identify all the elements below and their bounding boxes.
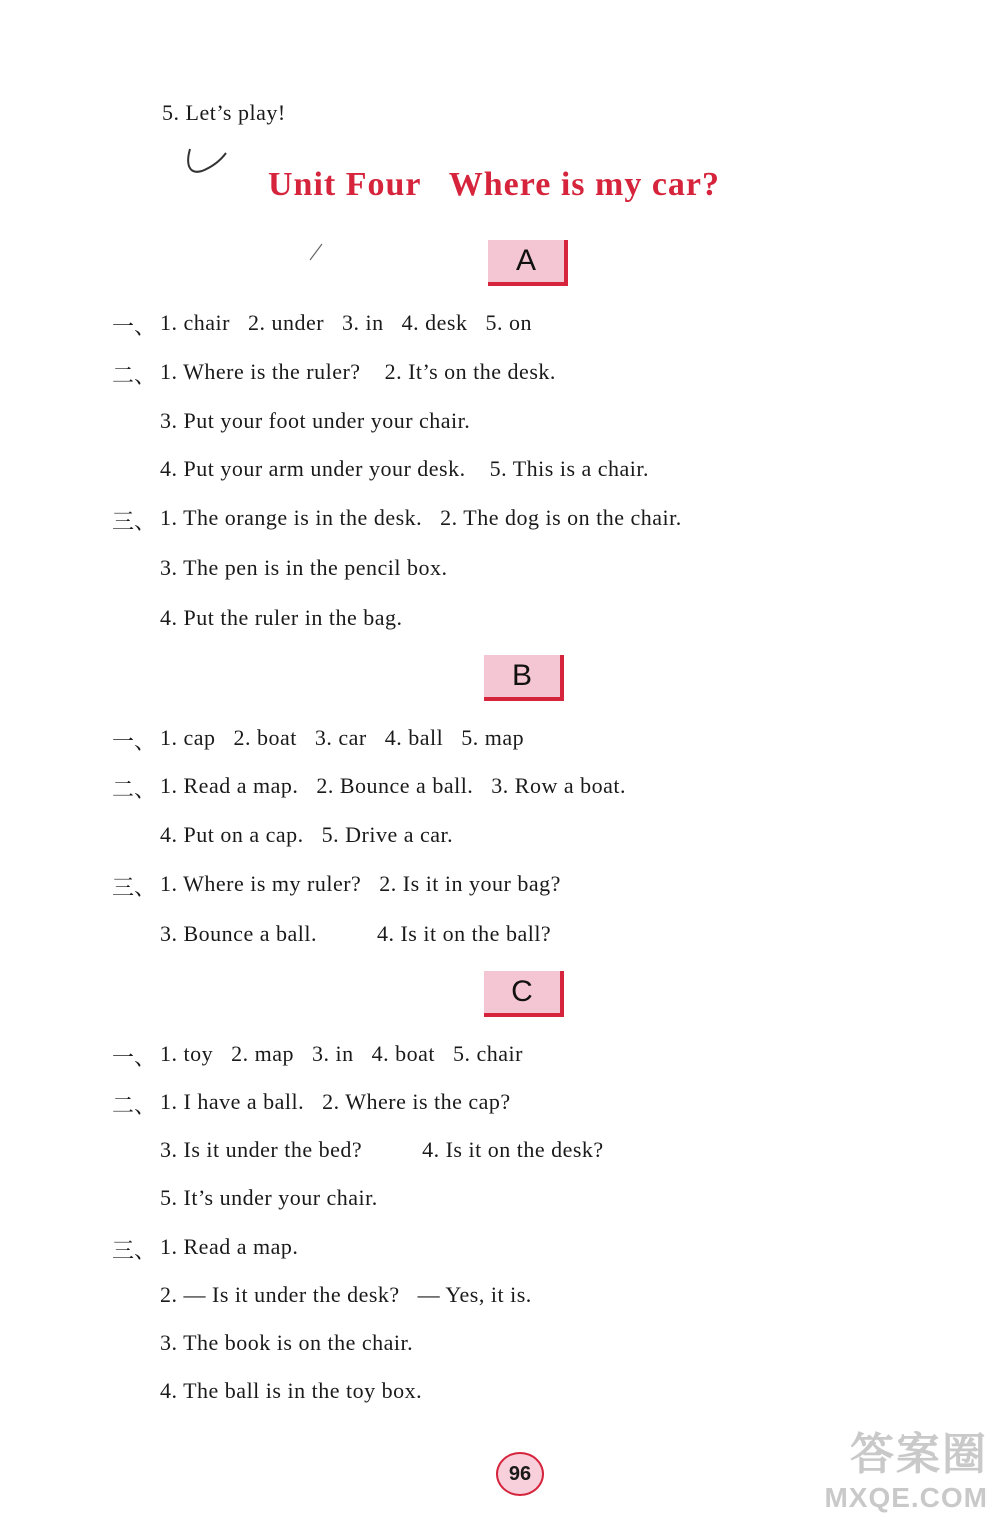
question-marker: 二、 bbox=[112, 1094, 157, 1119]
answer-line: 1. Read a map. 2. Bounce a ball. 3. Row a boat. bbox=[160, 773, 627, 798]
question-marker: 一、 bbox=[112, 730, 157, 755]
site-watermark: 答案圈 MXQE.COM bbox=[824, 1430, 988, 1513]
question-marker: 三、 bbox=[112, 510, 157, 535]
answer-line: 2. — Is it under the desk? — Yes, it is. bbox=[160, 1282, 532, 1307]
answer-line: 4. Put the ruler in the bag. bbox=[160, 605, 403, 630]
answer-line: 1. The orange is in the desk. 2. The dog is on the chair. bbox=[160, 505, 682, 530]
answer-line: 4. Put on a cap. 5. Drive a car. bbox=[160, 822, 454, 847]
answer-line: 1. toy 2. map 3. in 4. boat 5. chair bbox=[160, 1041, 523, 1066]
question-marker: 一、 bbox=[112, 315, 157, 340]
answer-line: 1. Where is my ruler? 2. Is it in your bag? bbox=[160, 871, 561, 896]
answer-line: 4. Put your arm under your desk. 5. This is a chair. bbox=[160, 456, 650, 481]
top-line: 5. Let’s play! bbox=[162, 100, 286, 125]
answer-line: 3. Bounce a ball. 4. Is it on the ball? bbox=[160, 921, 552, 946]
answer-line: 4. The ball is in the toy box. bbox=[160, 1378, 423, 1403]
page-number: 96 bbox=[496, 1452, 544, 1496]
section-a-header: A bbox=[488, 240, 568, 286]
handwritten-check-mark bbox=[180, 145, 240, 185]
question-marker: 二、 bbox=[112, 778, 157, 803]
answer-line: 1. Where is the ruler? 2. It’s on the desk. bbox=[160, 359, 556, 384]
answer-line: 1. Read a map. bbox=[160, 1234, 299, 1259]
answer-line: 3. Put your foot under your chair. bbox=[160, 408, 471, 433]
answer-line: 1. I have a ball. 2. Where is the cap? bbox=[160, 1089, 511, 1114]
section-c-header: C bbox=[484, 971, 564, 1017]
question-marker: 二、 bbox=[112, 364, 157, 389]
answer-line: 3. Is it under the bed? 4. Is it on the desk? bbox=[160, 1137, 604, 1162]
answer-line: 3. The pen is in the pencil box. bbox=[160, 555, 448, 580]
section-b-header: B bbox=[484, 655, 564, 701]
question-marker: 三、 bbox=[112, 1239, 157, 1264]
question-marker: 三、 bbox=[112, 876, 157, 901]
answer-line: 1. chair 2. under 3. in 4. desk 5. on bbox=[160, 310, 532, 335]
question-marker: 一、 bbox=[112, 1046, 157, 1071]
answer-line: 3. The book is on the chair. bbox=[160, 1330, 414, 1355]
answer-line: 5. It’s under your chair. bbox=[160, 1185, 378, 1210]
answer-line: 1. cap 2. boat 3. car 4. ball 5. map bbox=[160, 725, 525, 750]
pencil-mark bbox=[306, 240, 326, 264]
unit-title: Unit Four Where is my car? bbox=[268, 166, 721, 203]
